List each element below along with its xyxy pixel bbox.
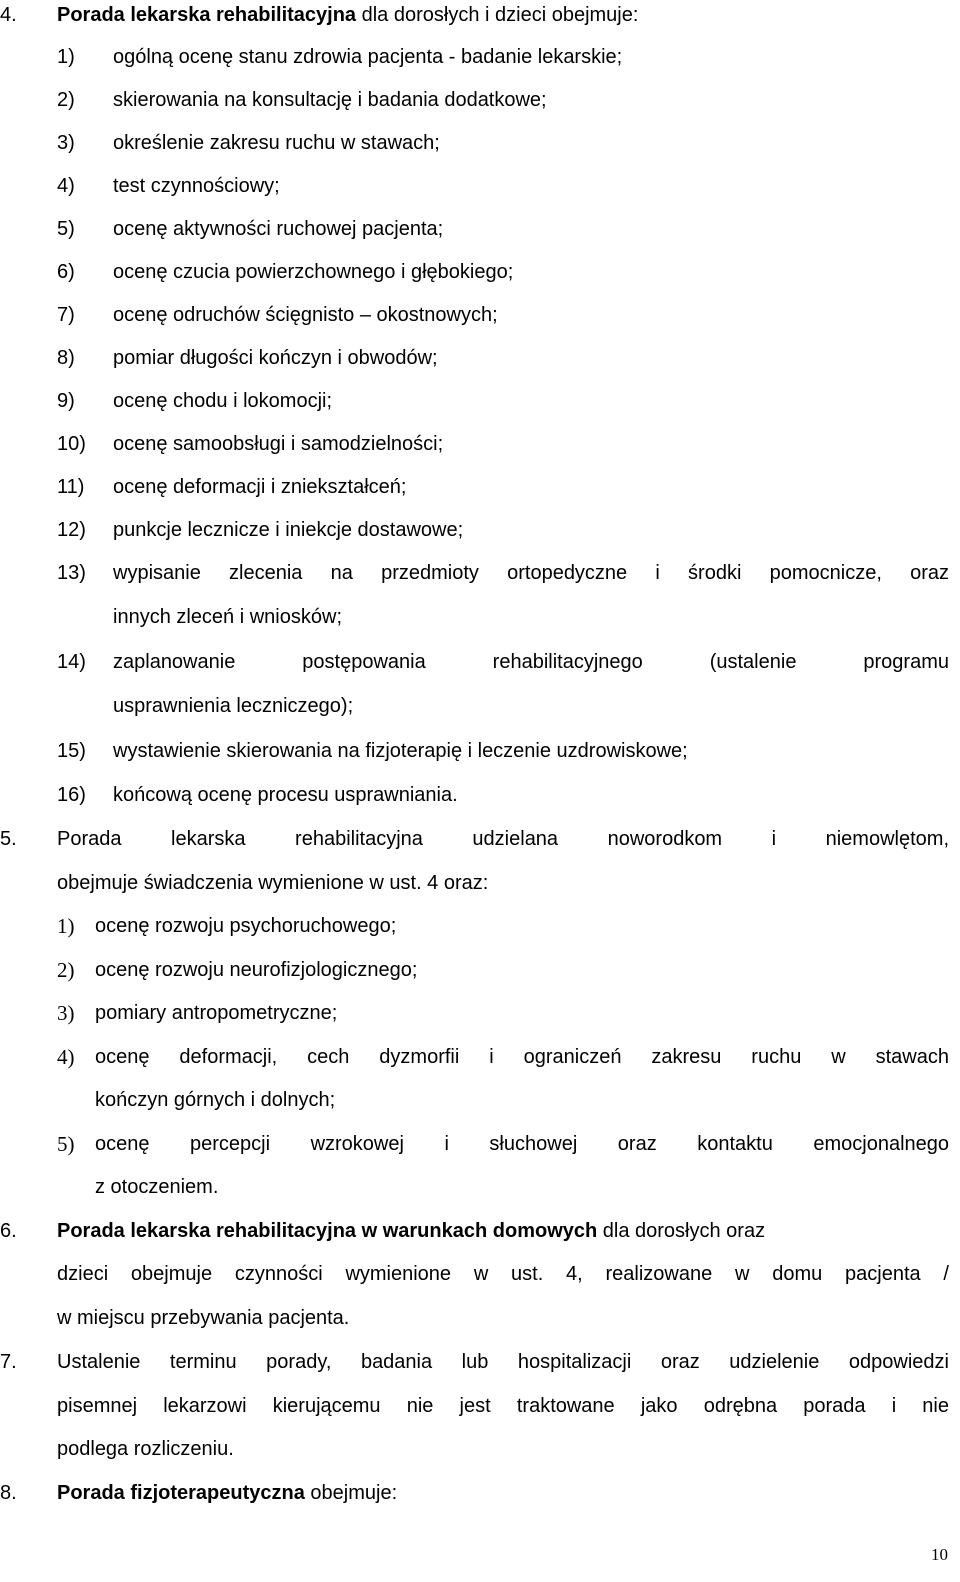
item-6-number: 6. [0, 1220, 17, 1242]
item-4-sub-8-number: 8) [57, 347, 75, 369]
item-7-text-line-1: Ustalenie terminu porady, badania lub hospitalizacji oraz udzielenie odpowiedzi [57, 1351, 949, 1373]
item-4-sub-14-text-line-2: usprawnienia leczniczego); [113, 695, 354, 717]
item-8-number: 8. [0, 1482, 17, 1504]
item-4-sub-11-text: ocenę deformacji i zniekształceń; [113, 476, 407, 498]
item-5-sub-3-text: pomiary antropometryczne; [95, 1002, 338, 1024]
item-4-sub-3-text: określenie zakresu ruchu w stawach; [113, 132, 440, 154]
item-4-sub-13-text-line-2: innych zleceń i wniosków; [113, 606, 342, 628]
item-4-bold-title: Porada lekarska rehabilitacyjna [57, 4, 357, 26]
item-4-sub-12-text: punkcje lecznicze i iniekcje dostawowe; [113, 519, 464, 541]
item-5-text-line-2: obejmuje świadczenia wymienione w ust. 4 oraz: [57, 872, 489, 894]
item-6-heading [57, 1216, 765, 1246]
item-5-number: 5. [0, 828, 17, 850]
item-4-sub-5-text: ocenę aktywności ruchowej pacjenta; [113, 218, 444, 240]
item-5-sub-5-text-line-2: z otoczeniem. [95, 1176, 219, 1198]
item-4-sub-10-number: 10) [57, 433, 86, 455]
item-5-text-line-1: Porada lekarska rehabilitacyjna udzielana noworodkom i niemowlętom, [57, 828, 949, 850]
item-4-sub-2-number: 2) [57, 89, 75, 111]
item-5-sub-1-text: ocenę rozwoju psychoruchowego; [95, 915, 397, 937]
item-4-sub-11-number: 11) [57, 476, 85, 498]
item-4-sub-14-number: 14) [57, 651, 86, 673]
item-5-sub-1-number: 1) [57, 914, 75, 938]
item-4-sub-4-text: test czynnościowy; [113, 175, 280, 197]
item-4-sub-16-text: końcową ocenę procesu usprawniania. [113, 784, 458, 806]
item-6-text-line-2: dzieci obejmuje czynności wymienione w ust. 4, realizowane w domu pacjenta / [57, 1263, 949, 1285]
item-7-number: 7. [0, 1351, 17, 1373]
item-4-sub-15-number: 15) [57, 740, 86, 762]
item-5-sub-5-number: 5) [57, 1132, 75, 1156]
item-4-sub-7-number: 7) [57, 304, 75, 326]
item-4-sub-5-number: 5) [57, 218, 75, 240]
item-6-bold-title: Porada lekarska rehabilitacyjna w warunkach domowych [57, 1220, 598, 1242]
item-8-bold-title: Porada fizjoterapeutyczna [57, 1482, 305, 1504]
item-4-sub-8-text: pomiar długości kończyn i obwodów; [113, 347, 438, 369]
item-5-sub-4-text-line-1: ocenę deformacji, cech dyzmorfii i ograniczeń zakresu ruchu w stawach [95, 1046, 949, 1068]
item-5-sub-2-text: ocenę rozwoju neurofizjologicznego; [95, 959, 418, 981]
item-4-sub-6-text: ocenę czucia powierzchownego i głębokiego; [113, 261, 514, 283]
item-4-sub-14-text-line-1: zaplanowanie postępowania rehabilitacyjnego (ustalenie programu [113, 651, 949, 673]
item-4-sub-13-number: 13) [57, 562, 86, 584]
item-4-sub-1-number: 1) [57, 46, 75, 68]
item-5-sub-4-number: 4) [57, 1045, 75, 1069]
item-4-sub-6-number: 6) [57, 261, 75, 283]
item-6-heading-rest: dla dorosłych oraz [597, 1220, 766, 1242]
item-4-sub-13-text-line-1: wypisanie zlecenia na przedmioty ortopedyczne i środki pomocnicze, oraz [113, 562, 949, 584]
page-number: 10 [931, 1545, 948, 1564]
item-5-sub-4-text-line-2: kończyn górnych i dolnych; [95, 1089, 336, 1111]
item-7-text-line-2: pisemnej lekarzowi kierującemu nie jest traktowane jako odrębna porada i nie [57, 1395, 949, 1417]
item-4-sub-4-number: 4) [57, 175, 75, 197]
item-4-sub-3-number: 3) [57, 132, 75, 154]
item-5-sub-2-number: 2) [57, 958, 75, 982]
item-4-sub-16-number: 16) [57, 784, 86, 806]
item-4-sub-10-text: ocenę samoobsługi i samodzielności; [113, 433, 444, 455]
item-6-text-line-3: w miejscu przebywania pacjenta. [57, 1307, 350, 1329]
item-8-heading [57, 1478, 397, 1508]
item-4-sub-7-text: ocenę odruchów ścięgnisto – okostnowych; [113, 304, 498, 326]
item-4-sub-15-text: wystawienie skierowania na fizjoterapię i leczenie uzdrowiskowe; [113, 740, 688, 762]
item-4-sub-9-text: ocenę chodu i lokomocji; [113, 390, 333, 412]
item-5-sub-3-number: 3) [57, 1001, 75, 1025]
item-4-sub-9-number: 9) [57, 390, 75, 412]
item-4-sub-2-text: skierowania na konsultację i badania dodatkowe; [113, 89, 547, 111]
item-8-heading-rest: obejmuje: [304, 1482, 398, 1504]
item-5-sub-5-text-line-1: ocenę percepcji wzrokowej i słuchowej oraz kontaktu emocjonalnego [95, 1133, 949, 1155]
item-4-sub-1-text: ogólną ocenę stanu zdrowia pacjenta - badanie lekarskie; [113, 46, 623, 68]
item-4-number: 4. [0, 4, 17, 26]
item-7-text-line-3: podlega rozliczeniu. [57, 1438, 234, 1460]
item-4-heading [57, 0, 638, 30]
item-4-sub-12-number: 12) [57, 519, 86, 541]
item-4-heading-rest: dla dorosłych i dzieci obejmuje: [356, 4, 639, 26]
